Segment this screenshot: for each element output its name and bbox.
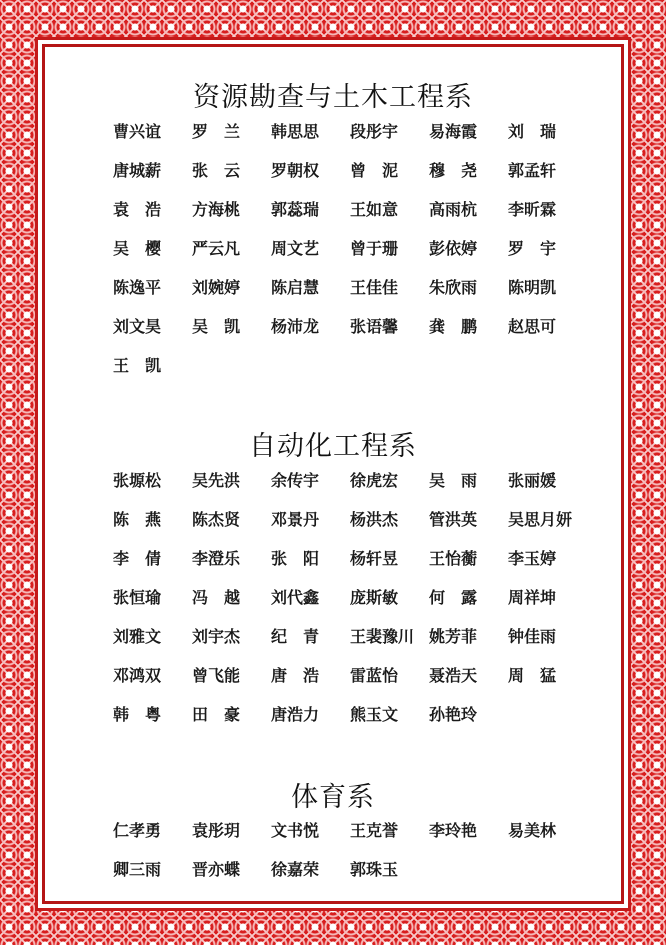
name-entry: 彭依婷	[429, 239, 478, 258]
name-entry: 熊玉文	[350, 705, 399, 724]
name-entry: 刘婉婷	[192, 278, 241, 297]
name-entry: 高雨杭	[429, 200, 478, 219]
name-entry: 王 凯	[113, 356, 162, 375]
name-entry: 杨沛龙	[271, 317, 320, 336]
name-entry: 余传宇	[271, 471, 320, 490]
name-entry: 韩思思	[271, 122, 320, 141]
name-entry: 曾 泥	[350, 161, 399, 180]
name-entry: 严云凡	[192, 239, 241, 258]
name-entry: 吴 樱	[113, 239, 162, 258]
section-title: 资源勘查与土木工程系	[193, 82, 473, 113]
name-entry: 曹兴谊	[113, 122, 162, 141]
name-entry: 唐浩力	[271, 705, 320, 724]
name-entry: 曾飞能	[192, 666, 241, 685]
name-entry: 唐 浩	[271, 666, 320, 685]
name-entry: 吴思月妍	[508, 510, 573, 529]
name-entry: 邓鸿双	[113, 666, 162, 685]
name-entry: 王裴豫川	[350, 627, 415, 646]
name-entry: 雷蓝怡	[350, 666, 399, 685]
name-grid	[113, 820, 593, 898]
name-entry: 周 猛	[508, 666, 557, 685]
name-entry: 赵思可	[508, 317, 557, 336]
decorative-border-frame	[42, 44, 624, 904]
name-entry: 陈杰贤	[192, 510, 241, 529]
name-entry: 朱欣雨	[429, 278, 478, 297]
name-entry: 徐虎宏	[350, 471, 399, 490]
name-entry: 陈 燕	[113, 510, 162, 529]
name-entry: 刘 瑞	[508, 122, 557, 141]
name-entry: 王克誉	[350, 821, 399, 840]
name-entry: 李玲艳	[429, 821, 478, 840]
name-entry: 易美林	[508, 821, 557, 840]
name-entry: 仁孝勇	[113, 821, 162, 840]
name-entry: 罗 兰	[192, 122, 241, 141]
name-entry: 穆 尧	[429, 161, 478, 180]
name-list-content	[45, 47, 621, 901]
name-entry: 吴 凯	[192, 317, 241, 336]
name-grid	[113, 470, 593, 743]
name-entry: 张 阳	[271, 549, 320, 568]
name-entry: 吴 雨	[429, 471, 478, 490]
name-entry: 陈逸平	[113, 278, 162, 297]
name-entry: 李昕霖	[508, 200, 557, 219]
name-entry: 卿三雨	[113, 860, 162, 879]
name-entry: 李澄乐	[192, 549, 241, 568]
name-entry: 段彤宇	[350, 122, 399, 141]
name-entry: 杨洪杰	[350, 510, 399, 529]
name-entry: 刘文昊	[113, 317, 162, 336]
name-entry: 曾于珊	[350, 239, 399, 258]
name-entry: 袁彤玥	[192, 821, 241, 840]
name-entry: 钟佳雨	[508, 627, 557, 646]
name-entry: 张丽媛	[508, 471, 557, 490]
name-entry: 周祥坤	[508, 588, 557, 607]
name-entry: 纪 青	[271, 627, 320, 646]
section-title: 自动化工程系	[249, 431, 417, 462]
name-entry: 刘雅文	[113, 627, 162, 646]
name-entry: 文书悦	[271, 821, 320, 840]
name-entry: 刘宇杰	[192, 627, 241, 646]
name-entry: 方海桃	[192, 200, 241, 219]
name-entry: 罗朝权	[271, 161, 320, 180]
name-entry: 王佳佳	[350, 278, 399, 297]
section-title: 体育系	[291, 782, 375, 813]
name-entry: 晋亦蝶	[192, 860, 241, 879]
name-entry: 易海霞	[429, 122, 478, 141]
name-entry: 田 豪	[192, 705, 241, 724]
name-entry: 邓景丹	[271, 510, 320, 529]
name-entry: 李 倩	[113, 549, 162, 568]
name-entry: 郭珠玉	[350, 860, 399, 879]
name-entry: 吴先洪	[192, 471, 241, 490]
name-entry: 王如意	[350, 200, 399, 219]
name-entry: 管洪英	[429, 510, 478, 529]
name-entry: 张恒瑜	[113, 588, 162, 607]
name-entry: 郭孟轩	[508, 161, 557, 180]
name-entry: 罗 宇	[508, 239, 557, 258]
name-entry: 何 露	[429, 588, 478, 607]
name-grid	[113, 121, 593, 394]
name-entry: 李玉婷	[508, 549, 557, 568]
name-entry: 唐城薪	[113, 161, 162, 180]
name-entry: 聂浩天	[429, 666, 478, 685]
name-entry: 张 云	[192, 161, 241, 180]
name-entry: 张语馨	[350, 317, 399, 336]
name-entry: 冯 越	[192, 588, 241, 607]
name-entry: 王怡蘅	[429, 549, 478, 568]
name-entry: 龚 鹏	[429, 317, 478, 336]
name-entry: 孙艳玲	[429, 705, 478, 724]
name-entry: 周文艺	[271, 239, 320, 258]
name-entry: 郭蕊瑞	[271, 200, 320, 219]
name-entry: 庞斯敏	[350, 588, 399, 607]
name-entry: 杨轩昱	[350, 549, 399, 568]
name-entry: 刘代鑫	[271, 588, 320, 607]
name-entry: 陈启慧	[271, 278, 320, 297]
name-entry: 张塬松	[113, 471, 162, 490]
name-entry: 韩 粤	[113, 705, 162, 724]
name-entry: 陈明凯	[508, 278, 557, 297]
name-entry: 姚芳菲	[429, 627, 478, 646]
name-entry: 袁 浩	[113, 200, 162, 219]
name-entry: 徐嘉荣	[271, 860, 320, 879]
